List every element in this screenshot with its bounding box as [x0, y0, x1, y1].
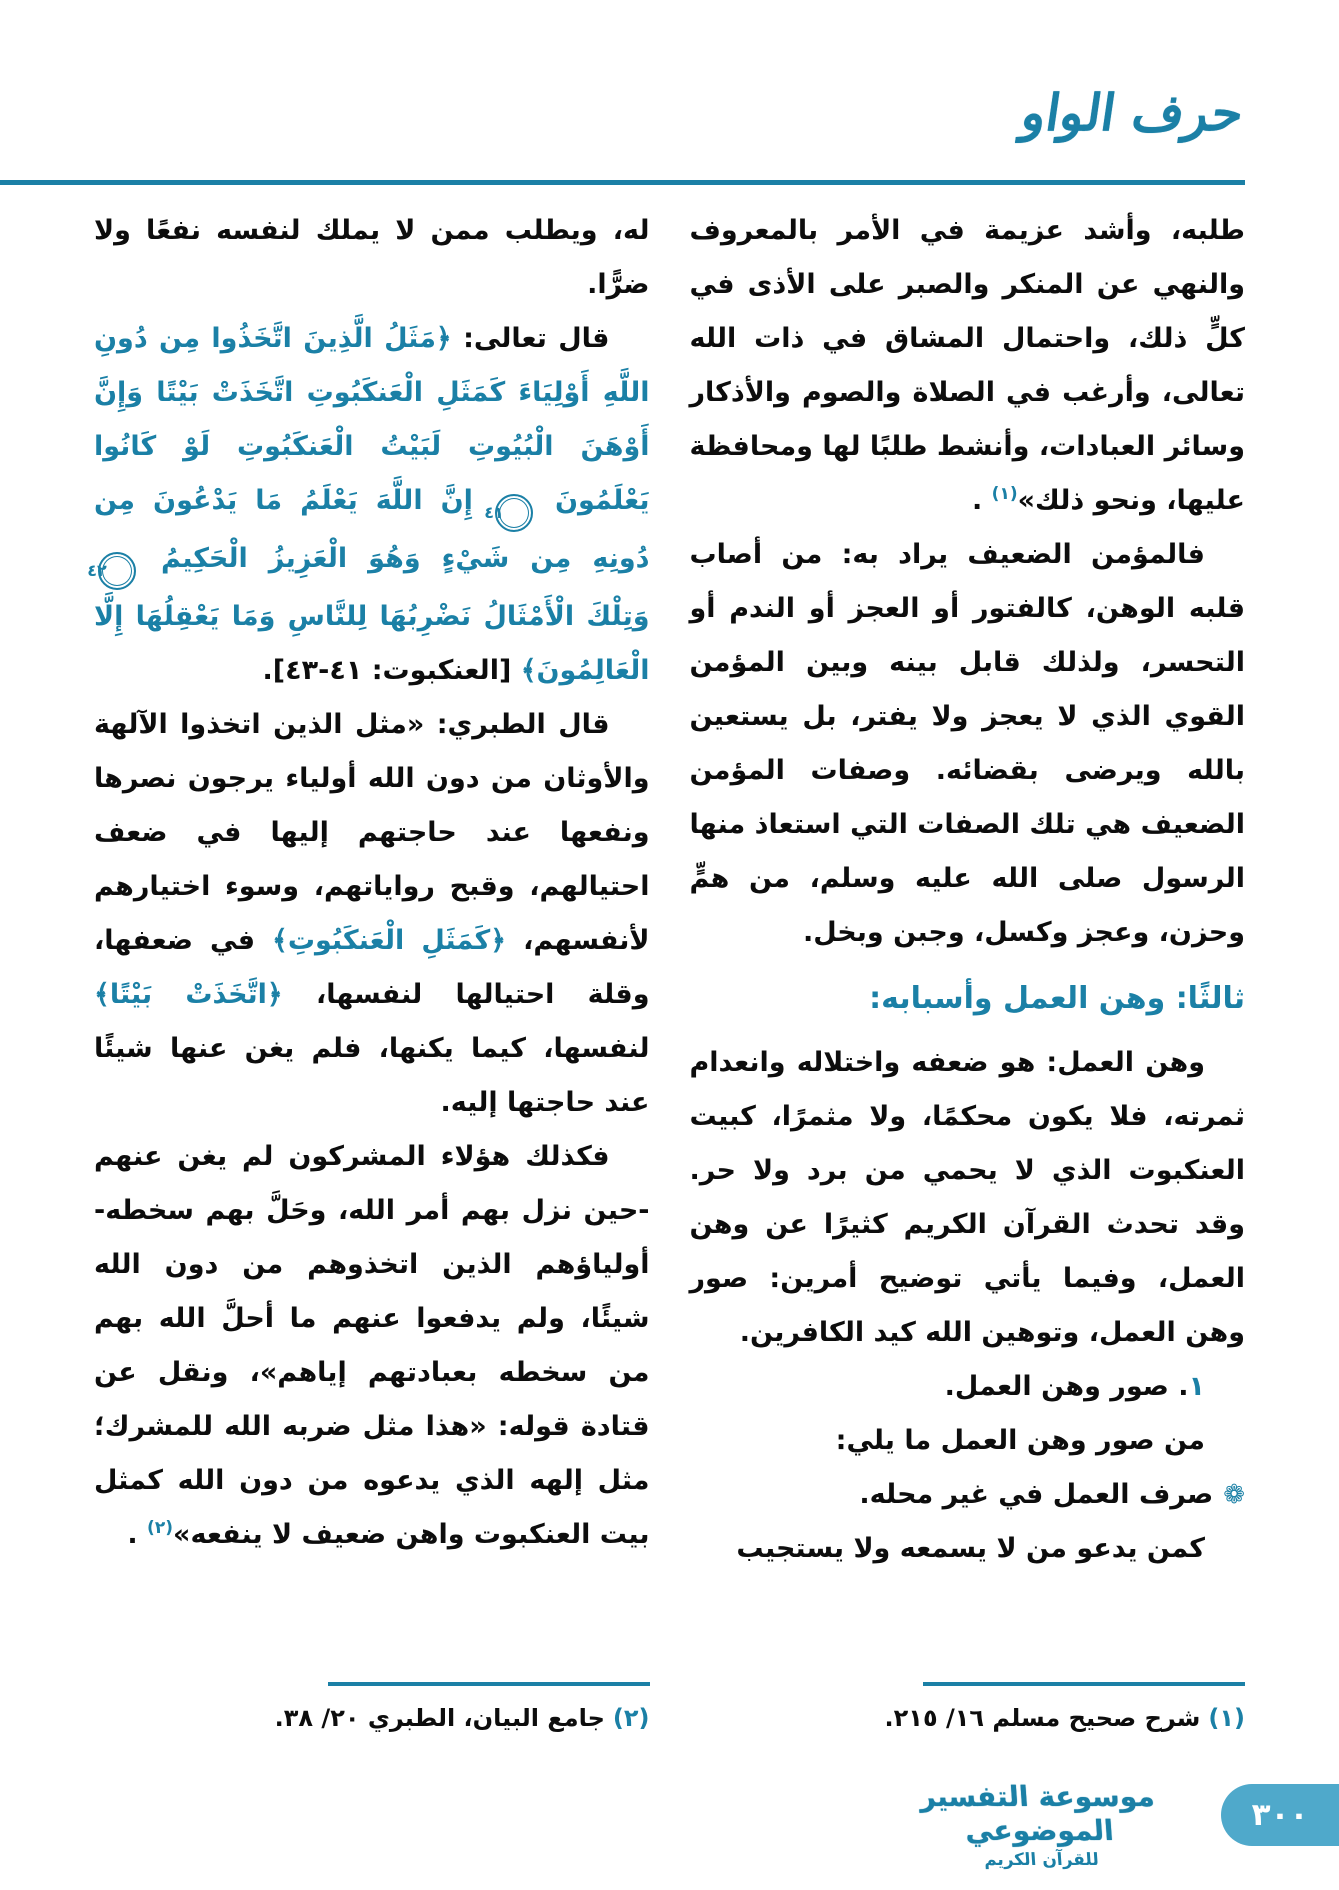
quran-quote: إِنَّ اللَّهَ يَعْلَمُ مَا يَدْعُونَ مِن دُونِهِ مِن شَيْءٍ وَهُوَ الْعَزِيزُ الْحَكِيمُ — [94, 485, 650, 574]
paragraph — [690, 1468, 1246, 1522]
paragraph — [94, 698, 650, 1130]
body-text: قال تعالى: — [451, 323, 610, 354]
footnote-marker: (١) — [1208, 1704, 1245, 1732]
verse-number-badge: ٤٢ — [98, 552, 136, 590]
paragraph — [94, 1130, 650, 1562]
page-header-title: حرف الواو — [1015, 84, 1243, 142]
body-text: فكذلك هؤلاء المشركون لم يغن عنهم -حين نزل بهم أمر الله، وحَلَّ بهم سخطه- أولياؤهم الذين اتخذوهم من دون الله شيئًا، ولم يدفعوا عنهم ما أحلَّ الله بهم من سخطه بعبادتهم إياهم»، ونقل عن قتادة قوله: «هذا مثل ضربه الله للمشرك؛ مثل إلهه الذي يدعوه من دون الله كمثل بيت العنكبوت واهن ضعيف لا ينفعه» — [94, 1141, 650, 1550]
body-text: لنفسها، كيما يكنها، فلم يغن عنها شيئًا عند حاجتها إليه. — [94, 1033, 650, 1118]
body-text: . — [971, 485, 992, 516]
rosette-icon: ❁ — [1223, 1480, 1245, 1510]
quran-quote: ﴿مَثَلُ الَّذِينَ اتَّخَذُوا مِن دُونِ اللَّهِ أَوْلِيَاءَ كَمَثَلِ الْعَنكَبُوتِ اتَّخَذَتْ بَيْتًا وَإِنَّ أَوْهَنَ الْبُيُوتِ لَبَيْتُ الْعَنكَبُوتِ لَوْ كَانُوا يَعْلَمُونَ — [94, 323, 650, 516]
body-text: في ضعفها، وقلة احتيالها لنفسها، — [94, 925, 650, 1010]
column-right — [690, 204, 1246, 1576]
paragraph — [690, 528, 1246, 960]
paragraph — [690, 1522, 1246, 1576]
body-text: له، ويطلب ممن لا يملك لنفسه نفعًا ولا ضرًّا. — [94, 215, 650, 300]
list-number: ١ — [1188, 1371, 1205, 1402]
paragraph — [690, 1414, 1246, 1468]
quran-quote: ﴿كَمَثَلِ الْعَنكَبُوتِ﴾ — [272, 925, 507, 956]
footnote — [690, 1698, 1246, 1738]
quran-quote: ﴿اتَّخَذَتْ بَيْتًا﴾ — [94, 979, 283, 1010]
body-text: قال الطبري: «مثل الذين اتخذوا الآلهة والأوثان من دون الله أولياء يرجون نصرها ونفعها عند حاجتهم إليها في ضعف احتيالهم، وقبح رواياتهم، وسوء اختيارهم لأنفسهم، — [94, 709, 650, 956]
footnote-text: جامع البيان، الطبري ٢٠/ ٣٨. — [274, 1704, 605, 1732]
quran-quote: وَتِلْكَ الْأَمْثَالُ نَضْرِبُهَا لِلنَّاسِ وَمَا يَعْقِلُهَا إِلَّا الْعَالِمُونَ﴾ — [94, 601, 650, 686]
footnote-marker: (٢) — [612, 1704, 650, 1732]
body-text: وهن العمل: هو ضعفه واختلاله وانعدام ثمرته، فلا يكون محكمًا، ولا مثمرًا، كبيت العنكبوت الذي لا يحمي من برد ولا حر. وقد تحدث القرآن الكريم كثيرًا عن وهن العمل، وفيما يأتي توضيح أمرين: صور وهن العمل، وتوهين الله كيد الكافرين. — [689, 1047, 1245, 1348]
footnotes-area — [94, 1682, 1245, 1738]
paragraph — [690, 1360, 1246, 1414]
body-text: صرف العمل في غير محله. — [859, 1479, 1214, 1510]
logo-subtitle: للقرآن الكريم — [983, 1850, 1100, 1870]
verse-number-badge: ٤١ — [495, 494, 533, 532]
footnote-cell-left — [94, 1682, 650, 1738]
text-columns — [87, 204, 1245, 1576]
body-text: . — [127, 1519, 148, 1550]
footnote-ref: (١) — [991, 484, 1018, 504]
page-number: ٣٠٠ — [1251, 1797, 1309, 1833]
footnote-text: شرح صحيح مسلم ١٦/ ٢١٥. — [884, 1704, 1201, 1732]
footnote-divider — [923, 1682, 1245, 1686]
body-text: طلبه، وأشد عزيمة في الأمر بالمعروف والنهي عن المنكر والصبر على الأذى في كلٍّ ذلك، واحتمال المشاق في ذات الله تعالى، وأرغب في الصلاة والصوم والأذكار وسائر العبادات، وأنشط طلبًا لها ومحافظة عليها، ونحو ذلك» — [689, 215, 1245, 516]
column-left — [87, 204, 650, 1576]
paragraph — [690, 204, 1246, 528]
body-text: كمن يدعو من لا يسمعه ولا يستجيب — [736, 1533, 1205, 1564]
paragraph — [690, 1036, 1246, 1360]
body-text: فالمؤمن الضعيف يراد به: من أصاب قلبه الوهن، كالفتور أو العجز أو الندم أو التحسر، ولذلك قابل بينه وبين المؤمن القوي الذي لا يعجز ولا يفتر، بل يستعين بالله ويرضى بقضائه. وصفات المؤمن الضعيف هي تلك الصفات التي استعاذ منها الرسول صلى الله عليه وسلم، من همٍّ وحزن، وعجز وكسل، وجبن وبخل. — [689, 539, 1245, 948]
body-text: من صور وهن العمل ما يلي: — [835, 1425, 1205, 1456]
paragraph — [94, 204, 650, 312]
page-number-pill — [1221, 1784, 1339, 1846]
paragraph — [87, 312, 650, 698]
body-text: . صور وهن العمل. — [944, 1371, 1189, 1402]
footnote-ref: (٢) — [147, 1518, 173, 1538]
footnote-cell-right — [690, 1682, 1246, 1738]
footnote-divider — [328, 1682, 650, 1686]
section-heading: ثالثًا: وهن العمل وأسبابه: — [869, 981, 1245, 1016]
body-text: [العنكبوت: ٤١-٤٣]. — [262, 655, 521, 686]
logo-title: موسوعة التفسير الموضوعي — [918, 1780, 1156, 1847]
header-rule — [0, 180, 1245, 185]
footnote — [94, 1698, 650, 1738]
publisher-logo — [876, 1780, 1202, 1872]
